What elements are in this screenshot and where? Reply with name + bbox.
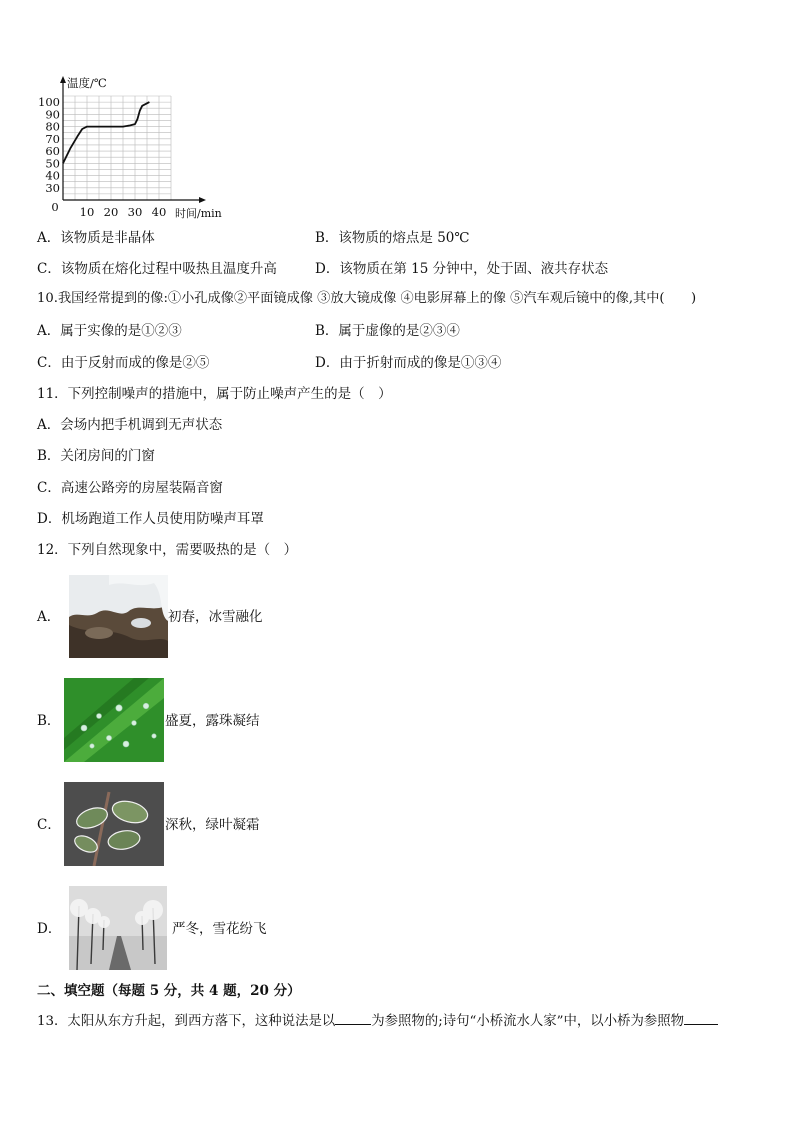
- q13-blank-2[interactable]: [684, 1010, 718, 1025]
- q12-stem: 12．下列自然现象中，需要吸热的是（ ）: [37, 542, 298, 558]
- q10-option-a[interactable]: A．属于实像的是①②③: [37, 323, 182, 339]
- y-tick-label: 50: [45, 156, 60, 171]
- q12-option-c-letter[interactable]: C．: [37, 817, 61, 833]
- q11-stem: 11．下列控制噪声的措施中，属于防止噪声产生的是（ ）: [37, 386, 392, 402]
- x-tick-label: 20: [103, 205, 119, 219]
- q11-option-b[interactable]: B．关闭房间的门窗: [37, 448, 155, 464]
- q9-option-d[interactable]: D．该物质在第 15 分钟中，处于固、液共存状态: [315, 261, 609, 277]
- y-axis-arrow: [60, 76, 66, 83]
- section-2-heading: 二、填空题（每题 5 分，共 4 题，20 分）: [37, 983, 301, 999]
- y-tick-label: 30: [45, 180, 60, 195]
- q11-option-c[interactable]: C．高速公路旁的房屋装隔音窗: [37, 480, 223, 496]
- y-tick-label: 80: [45, 119, 60, 134]
- x-tick-label: 10: [79, 205, 95, 219]
- frosted-leaves-photo[interactable]: [64, 782, 164, 866]
- q12-option-a-letter[interactable]: A．: [37, 609, 61, 625]
- x-axis-label: 时间/min: [175, 207, 222, 220]
- q9-option-a[interactable]: A．该物质是非晶体: [37, 230, 155, 246]
- q12-option-b-letter[interactable]: B．: [37, 713, 61, 729]
- x-tick-label: 40: [151, 205, 167, 219]
- y-tick-label: 100: [38, 95, 60, 110]
- q10-option-d[interactable]: D．由于折射而成的像是①③④: [315, 355, 502, 371]
- y-axis-label: 温度/℃: [67, 76, 107, 90]
- melting-snow-photo[interactable]: [69, 575, 168, 658]
- y-tick-label: 60: [45, 144, 60, 159]
- q12-option-c-caption: 深秋，绿叶凝霜: [165, 817, 260, 833]
- q12-option-b-caption: 盛夏，露珠凝结: [165, 713, 260, 729]
- q12-option-d-caption: 严冬，雪花纷飞: [172, 921, 267, 937]
- y-tick-label: 90: [45, 107, 60, 122]
- q11-option-d[interactable]: D．机场跑道工作人员使用防噪声耳罩: [37, 511, 264, 527]
- y-tick-label: 70: [45, 131, 60, 146]
- y-tick-label: 40: [45, 168, 60, 183]
- x-axis-arrow: [199, 197, 206, 203]
- x-tick-label: 30: [127, 205, 143, 219]
- dewdrop-leaf-photo[interactable]: [64, 678, 164, 762]
- q9-option-c[interactable]: C．该物质在熔化过程中吸热且温度升高: [37, 261, 277, 277]
- q11-option-a[interactable]: A．会场内把手机调到无声状态: [37, 417, 223, 433]
- q10-option-b[interactable]: B．属于虚像的是②③④: [315, 323, 460, 339]
- q10-stem: 10.我国经常提到的像:①小孔成像②平面镜成像 ③放大镜成像 ④电影屏幕上的像 ⑤汽车观后镜中的像,其中( ): [37, 291, 697, 306]
- q13-stem: [37, 1010, 718, 1031]
- q13-part1: 13．太阳从东方升起，到西方落下，这种说法是以: [37, 1014, 336, 1029]
- q13-part2: 为参照物的;诗句“小桥流水人家”中，以小桥为参照物: [371, 1014, 685, 1029]
- q12-option-a-caption: 初春，冰雪融化: [168, 609, 263, 625]
- q13-blank-1[interactable]: [335, 1010, 371, 1025]
- q12-option-d-letter[interactable]: D．: [37, 921, 62, 937]
- temperature-time-chart: [28, 70, 248, 220]
- snowy-trees-photo[interactable]: [69, 886, 167, 970]
- q10-option-c[interactable]: C．由于反射而成的像是②⑤: [37, 355, 210, 371]
- q9-option-b[interactable]: B．该物质的熔点是 50℃: [315, 230, 470, 246]
- origin-label: 0: [51, 200, 59, 214]
